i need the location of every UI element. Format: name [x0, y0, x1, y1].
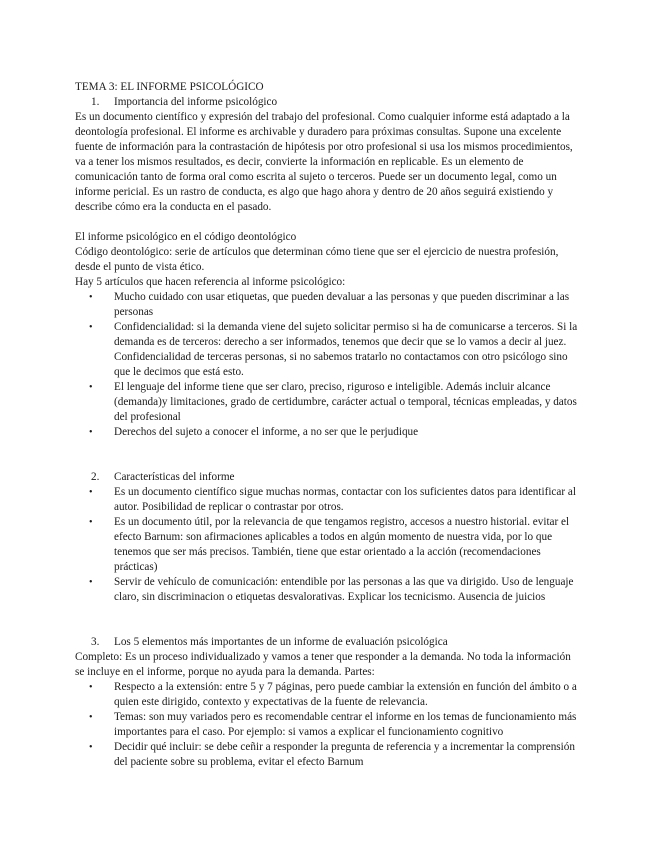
section-number: 1. — [91, 96, 100, 108]
list-item: • Decidir qué incluir: se debe ceñir a responder la pregunta de referencia y a incrementar la comprensión del paciente sobre su problema, evitar el efecto Barnum — [89, 741, 575, 768]
code-definition: Código deontológico: serie de artículos que determinan cómo tiene que ser el ejercicio de nuestra profesión, desde el punto de vista ético. — [75, 246, 559, 273]
list-item: • Temas: son muy variados pero es recomendable centrar el informe en los temas de funcionamiento más importantes para el caso. Por ejemplo: si vamos a explicar el funcionamiento cognitivo — [89, 711, 577, 738]
code-heading: El informe psicológico en el código deontológico — [75, 231, 297, 243]
section-3-heading — [75, 635, 580, 650]
section-title: Importancia del informe psicológico — [114, 96, 278, 108]
section-1-heading — [75, 95, 580, 110]
section-number: 2. — [91, 471, 100, 483]
list-item: • Mucho cuidado con usar etiquetas, que pueden devaluar a las personas y que pueden discriminar a las personas — [89, 291, 570, 318]
elements-list — [75, 680, 580, 770]
section-title: Características del informe — [114, 471, 235, 483]
bullet-icon: • — [89, 712, 93, 723]
bullet-icon: • — [89, 427, 93, 438]
section-3-paragraph: Completo: Es un proceso individualizado y vamos a tener que responder a la demanda. No toda la información se incluye en el informe, porque no ayuda para la demanda. Partes: — [75, 651, 571, 678]
list-item: • El lenguaje del informe tiene que ser claro, preciso, riguroso e inteligible. Además incluir alcance (demanda)y limitaciones, grado de certidumbre, carácter actual o temporal, técnicas empleadas, y datos del profesional — [89, 381, 577, 423]
bullet-icon: • — [89, 682, 93, 693]
code-articles-list — [75, 290, 580, 440]
section-title: Los 5 elementos más importantes de un informe de evaluación psicológica — [114, 636, 448, 648]
code-intro: Hay 5 artículos que hacen referencia al informe psicológico: — [75, 276, 346, 288]
section-1-paragraph: Es un documento científico y expresión del trabajo del profesional. Como cualquier informe está adaptado a la deontología profesional. El informe es archivable y duradero para próximas consultas. Supone una excelente fuente de información para la contrastación de hipótesis por otro profesional si usa los mismos procedimientos, va a tener los mismos resultados, es decir, convierte la información en replicable. Es un elemento de comunicación tanto de forma oral como escrita al sujeto o terceros. Puede ser un documento legal, como un informe pericial. Es un rastro de conducta, es algo que hago ahora y dentro de 20 años seguirá existiendo y describe cómo era la conducta en el pasado. — [75, 111, 573, 213]
characteristics-list — [75, 485, 580, 605]
list-item: • Confidencialidad: si la demanda viene del sujeto solicitar permiso si ha de comunicarse a terceros. Si la demanda es de terceros: derecho a ser informados, tenemos que decir que se lo vamos a decir al juez. Confidencialidad de terceras personas, si no sabemos tratarlo no contactamos con otro psicólogo sino que le decimos que está esto. — [89, 321, 578, 378]
list-item: • Es un documento útil, por la relevancia de que tengamos registro, accesos a nuestro historial. evitar el efecto Barnum: son afirmaciones aplicables a todos en algún momento de nuestra vida, por lo que tenemos que ser más precisos. También, tiene que estar orientado a la acción (recomendaciones prácticas) — [89, 516, 570, 573]
list-item: • Es un documento científico sigue muchas normas, contactar con los suficientes datos para identificar al autor. Posibilidad de replicar o contrastar por otros. — [89, 486, 576, 513]
bullet-icon: • — [89, 517, 93, 528]
bullet-icon: • — [89, 382, 93, 393]
bullet-icon: • — [89, 577, 93, 588]
bullet-icon: • — [89, 322, 93, 333]
document-title: TEMA 3: EL INFORME PSICOLÓGICO — [75, 81, 264, 93]
section-number: 3. — [91, 636, 100, 648]
bullet-icon: • — [89, 742, 93, 753]
bullet-icon: • — [89, 487, 93, 498]
list-item: • Derechos del sujeto a conocer el informe, a no ser que le perjudique — [89, 426, 419, 438]
list-item: • Respecto a la extensión: entre 5 y 7 páginas, pero puede cambiar la extensión en función del ámbito o a quien este dirigido, contexto y expectativas de la fuente de relevancia. — [89, 681, 577, 708]
list-item: • Servir de vehículo de comunicación: entendible por las personas a las que va dirigido. Uso de lenguaje claro, sin discriminacion o etiquetas desvalorativas. Explicar los tecnicismo. Ausencia de juicios — [89, 576, 574, 603]
section-2-heading — [75, 470, 580, 485]
document-body — [75, 80, 580, 770]
bullet-icon: • — [89, 292, 93, 303]
